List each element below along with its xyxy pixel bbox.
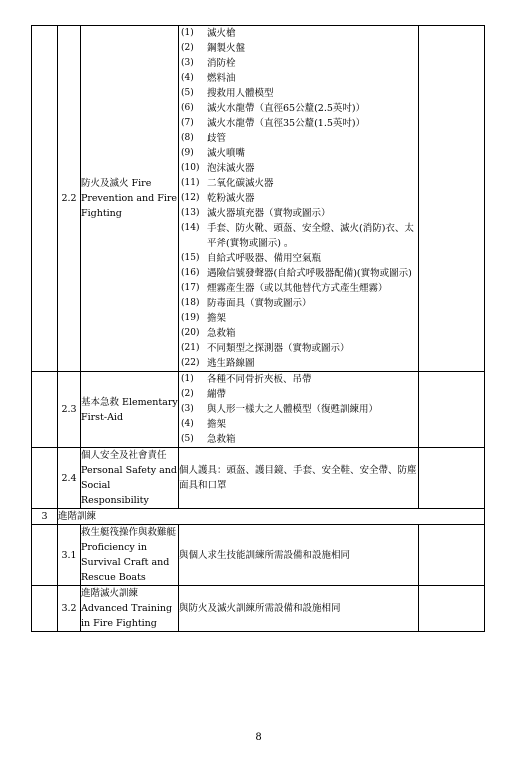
list-item	[179, 86, 418, 101]
document-page	[31, 25, 485, 632]
item-number: (21)	[181, 343, 200, 353]
section-name: 進階滅火訓練 Advanced Training in Fire Fighting	[81, 586, 179, 632]
section-number: 3	[32, 509, 58, 525]
section-number: 2.4	[58, 448, 81, 509]
item-number: (7)	[181, 118, 194, 128]
item-text: 滅火水龍帶（直徑35公釐(1.5英吋)）	[207, 118, 366, 129]
item-number: (13)	[181, 208, 200, 218]
item-text: 消防栓	[207, 58, 236, 69]
list-item	[179, 341, 418, 356]
item-number: (11)	[181, 178, 200, 188]
item-number: (2)	[181, 43, 194, 53]
blank-cell	[32, 26, 58, 372]
list-item	[179, 146, 418, 161]
item-number: (22)	[181, 358, 200, 368]
list-item	[179, 417, 418, 432]
list-item	[179, 387, 418, 402]
section-number: 2.3	[58, 372, 81, 448]
list-item	[179, 206, 418, 221]
item-text: 與人形一樣大之人體模型（復甦訓練用）	[207, 404, 379, 415]
section-name: 防火及滅火 Fire Prevention and Fire Fighting	[81, 26, 179, 372]
section-name: 個人安全及社會責任 Personal Safety and Social Responsibility	[81, 448, 179, 509]
item-number: (3)	[181, 404, 194, 414]
list-item	[179, 191, 418, 206]
list-item	[179, 432, 418, 447]
item-list-cell	[179, 26, 419, 372]
list-item	[179, 296, 418, 311]
list-item	[179, 71, 418, 86]
section-name: 救生艇筏操作與救難艇 Proficiency in Survival Craft and Rescue Boats	[81, 525, 179, 586]
list-item	[179, 131, 418, 146]
table-row-2-4	[32, 448, 485, 509]
item-text: 煙霧產生器（或以其他替代方式產生煙霧）	[207, 283, 388, 294]
list-item	[179, 356, 418, 371]
section-name: 基本急救 Elementary First-Aid	[81, 372, 179, 448]
item-number: (12)	[181, 193, 200, 203]
item-text: 滅火水龍帶（直徑65公釐(2.5英吋)）	[207, 103, 366, 114]
list-item	[179, 266, 418, 281]
item-text: 泡沫滅火器	[207, 163, 255, 174]
list-item	[179, 251, 418, 266]
item-text: 二氧化碳滅火器	[207, 178, 274, 189]
item-text: 繃帶	[207, 389, 227, 400]
item-list	[179, 26, 418, 371]
list-item	[179, 101, 418, 116]
item-text: 逃生路線圖	[207, 358, 255, 369]
page-number: 8	[255, 732, 262, 743]
item-text: 防毒面具（實物或圖示）	[207, 298, 312, 309]
list-item	[179, 56, 418, 71]
item-number: (14)	[181, 223, 200, 233]
blank-cell	[32, 448, 58, 509]
item-number: (15)	[181, 253, 200, 263]
blank-cell	[419, 525, 485, 586]
list-item	[179, 221, 418, 251]
item-text: 手套、防火靴、頭盔、安全燈、滅火(消防)衣、太平斧(實物或圖示) 。	[207, 223, 414, 249]
list-item	[179, 161, 418, 176]
section-number: 2.2	[58, 26, 81, 372]
list-item	[179, 326, 418, 341]
list-item	[179, 26, 418, 41]
item-list-cell	[179, 372, 419, 448]
item-number: (9)	[181, 148, 194, 158]
item-number: (2)	[181, 389, 194, 399]
section-number: 3.1	[58, 525, 81, 586]
list-item	[179, 281, 418, 296]
item-number: (10)	[181, 163, 200, 173]
blank-cell	[32, 586, 58, 632]
section-number: 3.2	[58, 586, 81, 632]
blank-cell	[32, 525, 58, 586]
item-text: 遇險信號發聲器(自給式呼吸器配備)(實物或圖示)	[207, 268, 412, 279]
item-text: 擔架	[207, 419, 227, 430]
blank-cell	[419, 372, 485, 448]
item-number: (17)	[181, 283, 200, 293]
list-item	[179, 402, 418, 417]
item-text: 各種不同骨折夾板、吊帶	[207, 374, 312, 385]
item-text: 燃料油	[207, 73, 236, 84]
blank-cell	[32, 372, 58, 448]
item-number: (16)	[181, 268, 200, 278]
table-row-2-3	[32, 372, 485, 448]
item-number: (3)	[181, 58, 194, 68]
table-row-3-2	[32, 586, 485, 632]
item-number: (1)	[181, 374, 194, 384]
item-text: 滅火器填充器（實物或圖示）	[207, 208, 331, 219]
blank-cell	[419, 448, 485, 509]
item-text: 滅火槍	[207, 28, 236, 39]
item-text: 自給式呼吸器、備用空氣瓶	[207, 253, 322, 264]
item-number: (4)	[181, 419, 194, 429]
section-title: 進階訓練	[58, 509, 485, 525]
item-text: 擔架	[207, 313, 227, 324]
table-row-2-2	[32, 26, 485, 372]
item-text: 鋼製火盤	[207, 43, 246, 54]
table-row-3	[32, 509, 485, 525]
section-content: 與個人求生技能訓練所需設備和設施相同	[179, 525, 419, 586]
item-text: 滅火噴嘴	[207, 148, 246, 159]
blank-cell	[419, 586, 485, 632]
item-number: (18)	[181, 298, 200, 308]
item-number: (5)	[181, 88, 194, 98]
item-text: 急救箱	[207, 328, 236, 339]
item-text: 搜救用人體模型	[207, 88, 274, 99]
item-text: 乾粉滅火器	[207, 193, 255, 204]
item-number: (20)	[181, 328, 200, 338]
item-number: (4)	[181, 73, 194, 83]
list-item	[179, 41, 418, 56]
table-row-3-1	[32, 525, 485, 586]
item-text: 歧管	[207, 133, 227, 144]
item-number: (19)	[181, 313, 200, 323]
list-item	[179, 372, 418, 387]
item-number: (8)	[181, 133, 194, 143]
blank-cell	[419, 26, 485, 372]
section-content: 與防火及滅火訓練所需設備和設施相同	[179, 586, 419, 632]
equipment-table	[31, 25, 485, 632]
item-text: 不同類型之探測器（實物或圖示）	[207, 343, 350, 354]
item-text: 急救箱	[207, 434, 236, 445]
list-item	[179, 176, 418, 191]
list-item	[179, 311, 418, 326]
item-number: (6)	[181, 103, 194, 113]
item-list	[179, 372, 418, 447]
section-content: 個人護具：頭盔、護目鏡、手套、安全鞋、安全帶、防塵面具和口罩	[179, 448, 419, 509]
item-number: (1)	[181, 28, 194, 38]
list-item	[179, 116, 418, 131]
item-number: (5)	[181, 434, 194, 444]
